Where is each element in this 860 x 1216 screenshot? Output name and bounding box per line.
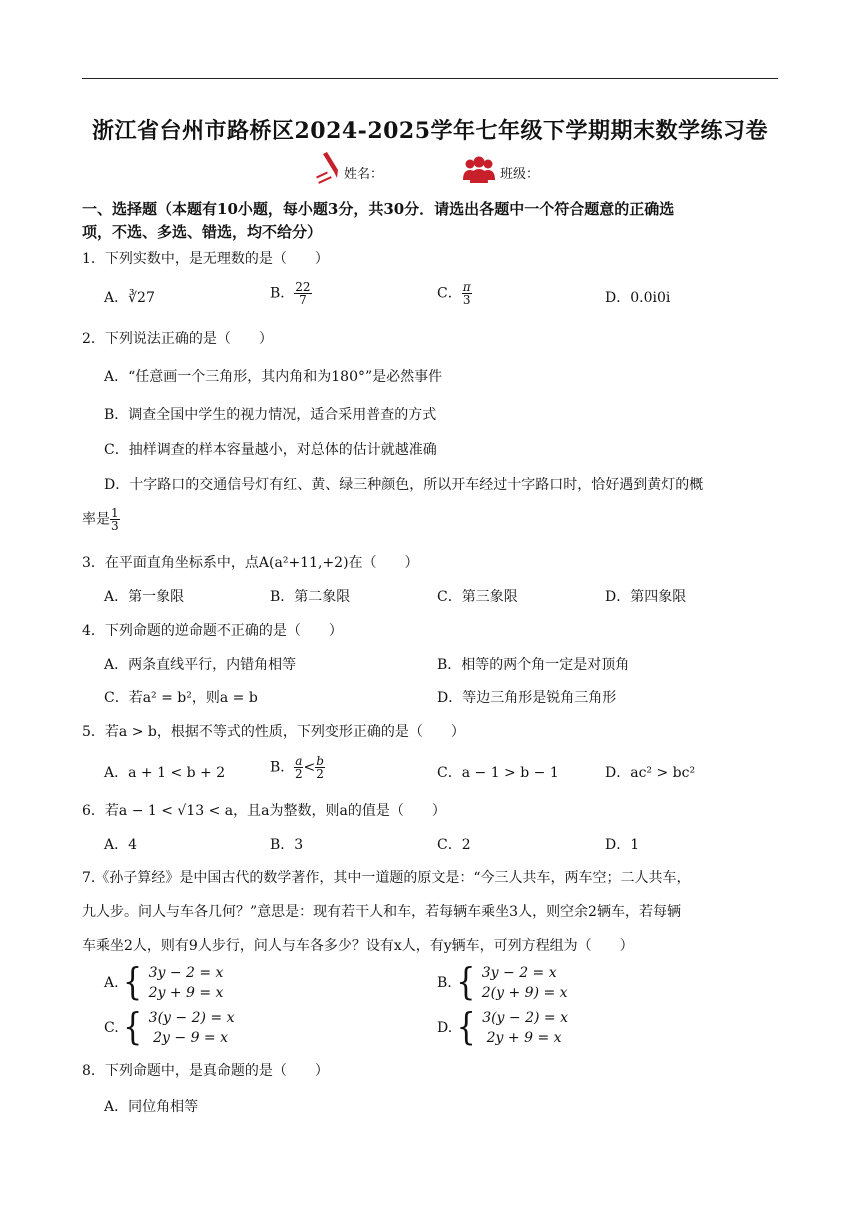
q7-option-b-eq1: 3y − 2 = x bbox=[481, 965, 557, 981]
q5-option-b-den1: 2 bbox=[295, 767, 303, 781]
q7-option-c-brace: { bbox=[123, 1005, 143, 1050]
q7-option-d-eq1: 3(y − 2) = x bbox=[482, 1010, 568, 1026]
q3-stem: 3．在平面直角坐标系中，点A(a²+11,+2)在（ ） bbox=[82, 555, 419, 571]
q1-option-c-num: π bbox=[462, 280, 471, 294]
q2-option-b: B．调查全国中学生的视力情况，适合采用普查的方式 bbox=[104, 407, 437, 423]
section-heading-line2: 项，不选、多选、错选，均不给分） bbox=[82, 223, 323, 241]
name-field[interactable] bbox=[388, 178, 448, 179]
q2-option-d-den: 3 bbox=[111, 519, 119, 533]
q7-option-b bbox=[437, 960, 568, 1005]
q8-stem: 8．下列命题中，是真命题的是（ ） bbox=[82, 1063, 329, 1079]
q3-option-c: C．第三象限 bbox=[437, 589, 518, 605]
q1-option-c bbox=[437, 281, 472, 306]
q5-option-b-lt: < bbox=[303, 759, 316, 776]
q7-option-c-eq2: 2y − 9 = x bbox=[148, 1030, 229, 1046]
q7-option-d-label: D. bbox=[437, 1020, 453, 1036]
q6-option-a: A．4 bbox=[104, 837, 138, 853]
q5-option-b-frac2 bbox=[315, 755, 325, 780]
q7-option-c-label: C. bbox=[104, 1020, 119, 1036]
page-title: 浙江省台州市路桥区2024-2025学年七年级下学期期末数学练习卷 bbox=[91, 118, 769, 144]
q5-option-c: C．a − 1 > b − 1 bbox=[437, 765, 559, 781]
q5-option-b-num1: a bbox=[295, 754, 303, 768]
q7-option-d-system bbox=[482, 1008, 568, 1048]
q4-option-c: C．若a² = b²，则a = b bbox=[104, 690, 258, 706]
q1-option-c-fraction bbox=[462, 281, 472, 306]
q3-option-a: A．第一象限 bbox=[104, 589, 185, 605]
q7-option-d bbox=[437, 1005, 568, 1050]
q7-option-c bbox=[104, 1005, 235, 1050]
q2-option-a: A．“任意画一个三角形，其内角和为180°”是必然事件 bbox=[104, 369, 443, 385]
q7-option-d-eq2: 2y + 9 = x bbox=[482, 1030, 562, 1046]
q7-line2: 九人步。问人与车各几何？”意思是：现有若干人和车，若每辆车乘坐3人，则空余2辆车，若每辆 bbox=[82, 904, 681, 920]
q4-option-a: A．两条直线平行，内错角相等 bbox=[104, 657, 297, 673]
q2-option-d-line2 bbox=[82, 507, 120, 532]
q7-option-d-brace: { bbox=[456, 1005, 476, 1050]
q7-option-a-label: A. bbox=[104, 975, 119, 991]
q7-option-a bbox=[104, 960, 224, 1005]
q1-option-c-den: 3 bbox=[462, 293, 471, 307]
q7-option-b-brace: { bbox=[456, 960, 476, 1005]
q6-option-b: B．3 bbox=[270, 837, 304, 853]
q1-option-b-num: 22 bbox=[295, 280, 311, 294]
q5-stem: 5．若a > b，根据不等式的性质，下列变形正确的是（ ） bbox=[82, 724, 465, 740]
q4-stem: 4．下列命题的逆命题不正确的是（ ） bbox=[82, 623, 343, 639]
q7-option-c-eq1: 3(y − 2) = x bbox=[148, 1010, 235, 1026]
q4-option-b: B．相等的两个角一定是对顶角 bbox=[437, 657, 630, 673]
q2-option-d-fraction bbox=[110, 507, 120, 532]
q2-option-c: C．抽样调查的样本容量越小，对总体的估计就越准确 bbox=[104, 442, 437, 458]
q7-option-a-system bbox=[149, 963, 224, 1003]
q1-option-c-label: C． bbox=[437, 285, 462, 302]
name-label: 姓名： bbox=[344, 167, 384, 182]
q6-option-c: C．2 bbox=[437, 837, 471, 853]
q5-option-b-den2: 2 bbox=[316, 767, 324, 781]
q7-option-b-label: B. bbox=[437, 975, 452, 991]
q1-option-a: A．∛27 bbox=[104, 290, 155, 306]
q5-option-b-num2: b bbox=[316, 754, 324, 768]
q6-stem: 6．若a − 1 < √13 < a，且a为整数，则a的值是（ ） bbox=[82, 803, 446, 819]
class-label: 班级： bbox=[500, 167, 540, 182]
q2-stem: 2．下列说法正确的是（ ） bbox=[82, 331, 273, 347]
q7-option-b-system bbox=[482, 963, 568, 1003]
q1-option-b-den: 7 bbox=[299, 293, 307, 307]
q5-option-b-label: B． bbox=[270, 759, 295, 776]
q5-option-a: A．a + 1 < b + 2 bbox=[104, 765, 226, 781]
q7-option-c-system bbox=[149, 1008, 235, 1048]
q1-option-b bbox=[270, 281, 312, 306]
q1-option-d: D．0.0i0i bbox=[605, 290, 671, 306]
q5-option-d: D．ac² > bc² bbox=[605, 765, 696, 781]
q2-option-d-num: 1 bbox=[111, 506, 119, 520]
section-heading-line1: 一、选择题（本题有10小题，每小题3分，共30分．请选出各题中一个符合题意的正确选 bbox=[82, 200, 675, 218]
q3-option-d: D．第四象限 bbox=[605, 589, 687, 605]
top-rule bbox=[82, 78, 778, 79]
q5-option-b bbox=[270, 755, 325, 780]
q1-stem: 1．下列实数中，是无理数的是（ ） bbox=[82, 251, 329, 267]
q1-option-b-fraction bbox=[294, 281, 311, 306]
q6-option-d: D．1 bbox=[605, 837, 640, 853]
q7-line3: 车乘坐2人，则有9人步行，问人与车各多少？设有x人，有y辆车，可列方程组为（ ） bbox=[82, 938, 634, 954]
q3-option-b: B．第二象限 bbox=[270, 589, 351, 605]
q2-option-d-line1: D．十字路口的交通信号灯有红、黄、绿三种颜色，所以开车经过十字路口时，恰好遇到黄灯的概 bbox=[104, 477, 704, 493]
q7-option-a-eq2: 2y + 9 = x bbox=[148, 985, 224, 1001]
pencil-icon bbox=[314, 152, 342, 190]
q7-option-a-eq1: 3y − 2 = x bbox=[148, 965, 224, 981]
q1-option-b-label: B． bbox=[270, 285, 295, 302]
q4-option-d: D．等边三角形是锐角三角形 bbox=[437, 690, 617, 706]
people-icon bbox=[462, 156, 496, 188]
q8-option-a: A．同位角相等 bbox=[104, 1099, 199, 1115]
q7-line1: 7.《孙子算经》是中国古代的数学著作，其中一道题的原文是：“今三人共车，两车空；二人共车， bbox=[82, 870, 691, 886]
q7-option-a-brace: { bbox=[123, 960, 143, 1005]
q7-option-b-eq2: 2(y + 9) = x bbox=[481, 985, 568, 1001]
q2-option-d-prefix: 率是 bbox=[82, 511, 110, 528]
